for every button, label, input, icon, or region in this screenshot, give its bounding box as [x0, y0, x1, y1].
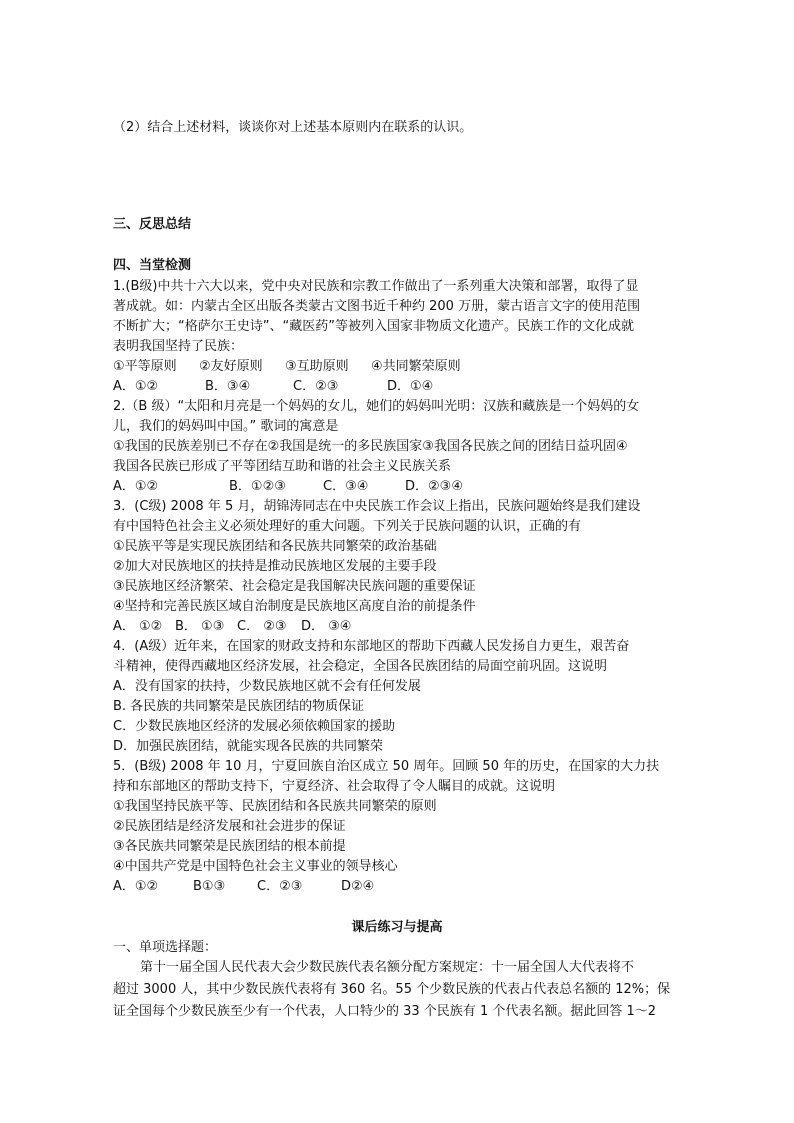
q1-choice-d: D．①④ [387, 379, 434, 394]
q5-choices [113, 877, 683, 897]
q2-choice-c: C．③④ [323, 479, 369, 494]
q2-line-4: 我国各民族已形成了平等团结互助和谐的社会主义民族关系 [113, 459, 452, 474]
q1-choice-b: B．③④ [205, 379, 251, 394]
q1-item: ③互助原则 [285, 359, 349, 374]
q5-line-1: 5．(B级) 2008 年 10 月，宁夏回族自治区成立 50 周年。回顾 50 年的历史，在国家的大力扶 [113, 759, 660, 774]
q1-line-2: 著成就。如：内蒙古全区出版各类蒙古文图书近千种约 200 万册，蒙古语言文字的使用范围 [113, 299, 641, 314]
question-2-subquestion: （2）结合上述材料，谈谈你对上述基本原则内在联系的认识。 [113, 120, 473, 135]
q3-choice-a: A． ①② [113, 619, 163, 634]
q1-item: ②友好原则 [199, 359, 263, 374]
q1-line-1: 1.(B级)中共十六大以来，党中央对民族和宗教工作做出了一系列重大决策和部署，取得了显 [113, 279, 639, 294]
q5-item-3: ③各民族共同繁荣是民族团结的根本前提 [113, 839, 346, 854]
q1-choice-c: C．②③ [293, 379, 339, 394]
after-class-para-line-2: 超过 3000 人，其中少数民族代表将有 360 名。55 个少数民族的代表占代表总名额的 12%；保 [113, 982, 671, 997]
q3-choices [113, 617, 683, 637]
q5-choice-a: A．①② [113, 879, 159, 894]
q4-option-d: D．加强民族团结，就能实现各民族的共同繁荣 [113, 739, 384, 754]
q2-choice-d: D．②③④ [405, 479, 463, 494]
q4-line-2: 斗精神，使得西藏地区经济发展，社会稳定，全国各民族团结的局面空前巩固。这说明 [113, 659, 608, 674]
q5-item-2: ②民族团结是经济发展和社会进步的保证 [113, 819, 346, 834]
q4-option-b: B. 各民族的共同繁荣是民族团结的物质保证 [113, 699, 365, 714]
q1-line-4: 表明我国坚持了民族： [113, 339, 244, 354]
q3-line-1: 3．(C级) 2008 年 5 月，胡锦涛同志在中央民族工作会议上指出，民族问题始终是我们建设 [113, 499, 641, 514]
q5-choice-b: B①③ [193, 879, 226, 894]
q3-item-3: ③民族地区经济繁荣、社会稳定是我国解决民族问题的重要保证 [113, 579, 476, 594]
q4-option-c: C．少数民族地区经济的发展必须依赖国家的援助 [113, 719, 396, 734]
after-class-para-line-1: 第十一届全国人民代表大会少数民族代表名额分配方案规定：十一届全国人大代表将不 [140, 960, 635, 975]
q1-choices [113, 377, 683, 397]
q1-line-3: 不断扩大；“格萨尔王史诗”、“藏医药”等被列入国家非物质文化遗产。民族工作的文化成就 [113, 319, 634, 334]
q1-choice-a: A．①② [113, 379, 159, 394]
q2-choice-b: B．①②③ [229, 479, 286, 494]
q4-option-a: A．没有国家的扶持，少数民族地区就不会有任何发展 [113, 679, 421, 694]
q2-line-3: ①我国的民族差别已不存在②我国是统一的多民族国家③我国各民族之间的团结日益巩固④ [113, 439, 628, 454]
q1-item: ④共同繁荣原则 [371, 359, 461, 374]
q5-item-4: ④中国共产党是中国特色社会主义事业的领导核心 [113, 859, 398, 874]
q5-choice-c: C．②③ [257, 879, 303, 894]
q3-choice-d: D． ③④ [301, 619, 352, 634]
q5-line-2: 持和东部地区的帮助支持下，宁夏经济、社会取得了令人瞩目的成就。这说明 [113, 779, 556, 794]
q5-item-1: ①我国坚持民族平等、民族团结和各民族共同繁荣的原则 [113, 799, 437, 814]
q3-choice-c: C． ②③ [237, 619, 287, 634]
q3-item-2: ②加大对民族地区的扶持是推动民族地区发展的主要手段 [113, 559, 437, 574]
q3-item-4: ④坚持和完善民族区域自治制度是民族地区高度自治的前提条件 [113, 599, 476, 614]
q2-choices [113, 477, 683, 497]
section-reflection-heading: 三、反思总结 [113, 217, 192, 232]
q2-line-1: 2.（B 级）“太阳和月亮是一个妈妈的女儿，她们的妈妈叫光明：汉族和藏族是一个妈妈的女 [113, 399, 640, 414]
q2-choice-a: A．①② [113, 479, 159, 494]
q4-line-1: 4．(A级）近年来，在国家的财政支持和东部地区的帮助下西藏人民发扬自力更生，艰苦奋 [113, 639, 630, 654]
q5-choice-d: D②④ [341, 879, 375, 894]
after-class-para-line-3: 证全国每个少数民族至少有一个代表，人口特少的 33 个民族有 1 个代表名额。据此回答 1～2 [113, 1004, 657, 1019]
q1-items [113, 357, 683, 377]
section-in-class-test-heading: 四、当堂检测 [113, 258, 192, 273]
q3-item-1: ①民族平等是实现民族团结和各民族共同繁荣的政治基础 [113, 539, 437, 554]
q2-line-2: 儿，我们的妈妈叫中国。” 歌词的寓意是 [113, 419, 339, 434]
after-class-title: 课后练习与提高 [351, 920, 443, 935]
single-choice-heading: 一、单项选择题： [113, 940, 218, 955]
q1-item: ①平等原则 [113, 359, 177, 374]
q3-choice-b: B． ①③ [175, 619, 225, 634]
q3-line-2: 有中国特色社会主义必须处理好的重大问题。下列关于民族问题的认识，正确的有 [113, 519, 582, 534]
